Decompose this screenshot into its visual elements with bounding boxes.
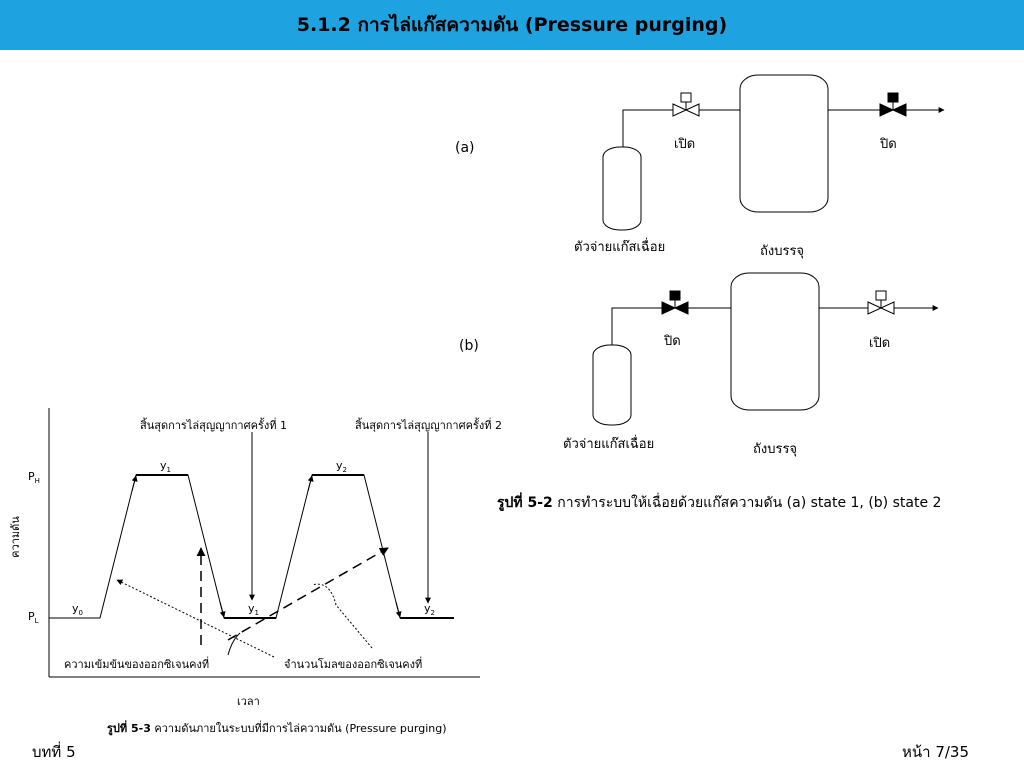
figure-5-3-caption xyxy=(107,719,447,737)
valve-open-icon xyxy=(868,291,894,314)
ph-label: $P_H$ xyxy=(28,470,40,486)
valve-open-icon xyxy=(673,93,699,116)
figure-5-3-text: ความดันภายในระบบที่มีการไล่ความดัน (Pressure purging) xyxy=(150,722,447,735)
y1-bottom-label: $y_1$ xyxy=(248,602,259,618)
valve-closed-icon xyxy=(662,291,688,314)
y0-label: $y_0$ xyxy=(72,602,83,618)
gas-supply-label-b: ตัวจ่ายแก๊สเฉื่อย xyxy=(563,437,655,452)
x-axis-label: เวลา xyxy=(237,695,260,708)
outlet-valve-status-b: เปิด xyxy=(869,336,891,351)
y2-top-label: $y_2$ xyxy=(336,459,347,475)
page-number: หน้า 7/35 xyxy=(902,743,970,761)
page-title: 5.1.2 การไล่แก๊สความดัน (Pressure purging) xyxy=(296,14,728,36)
outlet-valve-status-a: ปิด xyxy=(880,137,897,152)
chapter-label: บทที่ 5 xyxy=(32,743,76,761)
figure-5-2-caption xyxy=(497,492,941,514)
oxygen-moles-label: จำนวนโมลของออกซิเจนคงที่ xyxy=(284,658,423,671)
gas-supply-cylinder-b xyxy=(593,345,631,425)
y2-bottom-label: $y_2$ xyxy=(424,602,435,618)
gas-supply-cylinder-a xyxy=(603,147,641,230)
figure-5-3-number: รูปที่ 5-3 xyxy=(107,722,151,735)
oxygen-concentration-label: ความเข้มข้นของออกซิเจนคงที่ xyxy=(64,658,210,671)
valve-closed-icon xyxy=(880,93,906,116)
figure-5-2-number: รูปที่ 5-2 xyxy=(497,495,553,511)
pressure-chart xyxy=(49,408,480,677)
y-axis-label: ความดัน xyxy=(8,516,22,558)
y1-top-label: $y_1$ xyxy=(160,459,171,475)
gas-supply-label-a: ตัวจ่ายแก๊สเฉื่อย xyxy=(574,240,666,255)
tank-b xyxy=(731,273,819,410)
state-label-b: (b) xyxy=(459,338,479,354)
tank-label-b: ถังบรรจุ xyxy=(753,442,798,457)
tank-a xyxy=(740,75,828,212)
end-purge-1-label: สิ้นสุดการไล่สุญญากาศครั้งที่ 1 xyxy=(140,419,287,432)
pl-label: $P_L$ xyxy=(28,610,39,626)
end-purge-2-label: สิ้นสุดการไล่สุญญากาศครั้งที่ 2 xyxy=(355,419,502,432)
figure-5-2-text: การทำระบบให้เฉื่อยด้วยแก๊สความดัน (a) state 1, (b) state 2 xyxy=(552,495,942,511)
inlet-valve-status-b: ปิด xyxy=(664,334,681,349)
inlet-valve-status-a: เปิด xyxy=(674,137,696,152)
tank-label-a: ถังบรรจุ xyxy=(760,244,805,259)
state-label-a: (a) xyxy=(455,140,475,156)
